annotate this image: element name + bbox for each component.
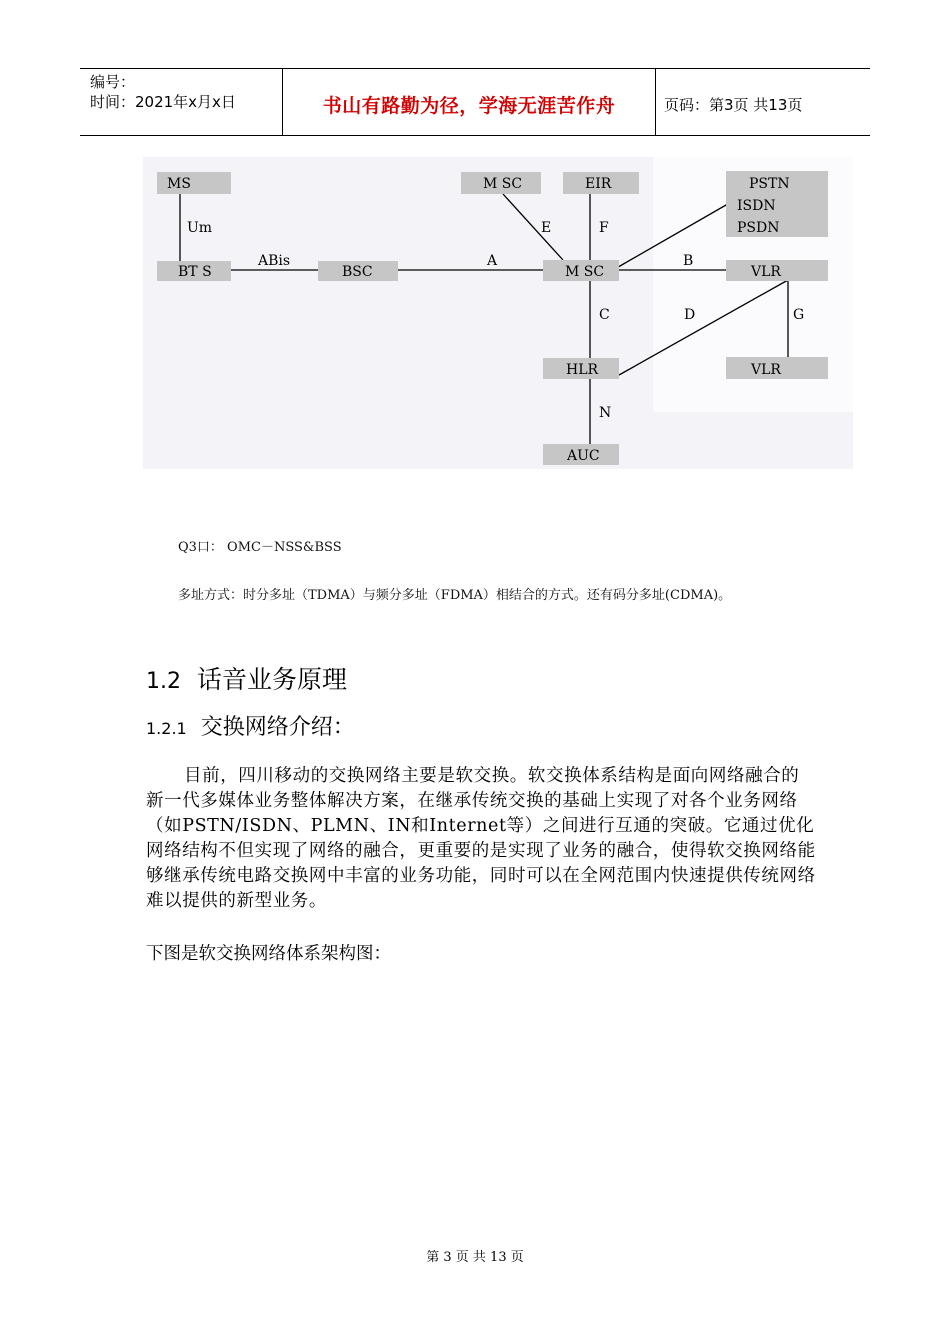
date-label: 时间：2021年x月x日 (90, 93, 236, 111)
edge-label-e: E (541, 220, 552, 236)
edge-label-a: A (487, 253, 498, 269)
edge-label-d: D (684, 307, 696, 323)
header-top-rule (80, 68, 870, 69)
node-isdn: ISDN (737, 198, 776, 214)
edge-label-b: B (683, 253, 694, 269)
node-msc-top (461, 172, 541, 194)
header-page-label: 页码：第3页 共13页 (664, 96, 803, 114)
svg-text:BT S: BT S (178, 264, 212, 280)
figure-caption: 下图是软交换网络体系架构图： (146, 944, 391, 964)
softswitch-text: 目前，四川移动的交换网络主要是软交换。软交换体系结构是面向网络融合的新一代多媒体业务整体解决方案，在继承传统交换的基础上实现了对各个业务网络（如PSTN/ISDN、PLMN、IN和Internet等）之间进行互通的突破。它通过优化网络结构不但实现了网络的融合，更重要的是实现了业务的融合，使得软交换网络能够继承传统电路交换网中丰富的业务功能，同时可以在全网范围内快速提供传统网络难以提供的新型业务。 (146, 766, 816, 911)
header-motto: 书山有路勤为径，学海无涯苦作舟 (322, 95, 616, 117)
node-vlr-2 (726, 357, 828, 379)
node-psdn: PSDN (737, 220, 780, 236)
header-divider (655, 68, 656, 135)
svg-text:MS: MS (167, 176, 191, 192)
multi-access-paragraph (146, 584, 796, 608)
node-bsc (318, 261, 398, 281)
edge-label-c: C (599, 307, 610, 323)
svg-text:EIR: EIR (585, 176, 612, 192)
svg-text:M SC: M SC (565, 264, 605, 280)
node-ms (157, 172, 231, 194)
subsection-heading (146, 710, 355, 741)
node-msc (543, 260, 619, 281)
edge-label-g: G (793, 307, 805, 323)
svg-text:BSC: BSC (342, 264, 373, 280)
header-divider (282, 68, 283, 135)
section-heading (146, 660, 347, 696)
section-number: 1.2 (146, 669, 181, 694)
header-bottom-rule (80, 135, 870, 136)
node-bts (157, 261, 231, 281)
serial-label: 编号： (90, 73, 136, 91)
edge-label-n: N (599, 405, 612, 421)
node-pstn-isdn-psdn (726, 171, 828, 237)
node-vlr-1 (726, 260, 828, 281)
svg-text:M SC: M SC (483, 176, 523, 192)
q3-interface-line: Q3口： OMC－NSS&BSS (178, 540, 342, 555)
subsection-title: 交换网络介绍： (200, 715, 355, 740)
svg-text:HLR: HLR (566, 362, 599, 378)
page-footer: 第 3 页 共 13 页 (426, 1250, 524, 1265)
svg-text:VLR: VLR (751, 362, 781, 378)
subsection-number: 1.2.1 (146, 719, 187, 738)
softswitch-paragraph (146, 764, 816, 914)
node-eir (563, 172, 639, 194)
multi-access-text: 多址方式：时分多址（TDMA）与频分多址（FDMA）相结合的方式。还有码分多址(CDMA)。 (178, 588, 732, 603)
gsm-network-diagram (143, 157, 853, 469)
section-title: 话音业务原理 (197, 665, 348, 694)
node-pstn: PSTN (749, 176, 790, 192)
edge-label-abis: ABis (258, 253, 291, 269)
header-left-cell (90, 72, 236, 112)
svg-text:AUC: AUC (567, 448, 600, 464)
node-hlr (543, 358, 619, 379)
edge-label-f: F (599, 220, 609, 236)
node-auc (543, 444, 619, 465)
edge-label-um: Um (187, 220, 213, 236)
svg-text:VLR: VLR (751, 264, 781, 280)
